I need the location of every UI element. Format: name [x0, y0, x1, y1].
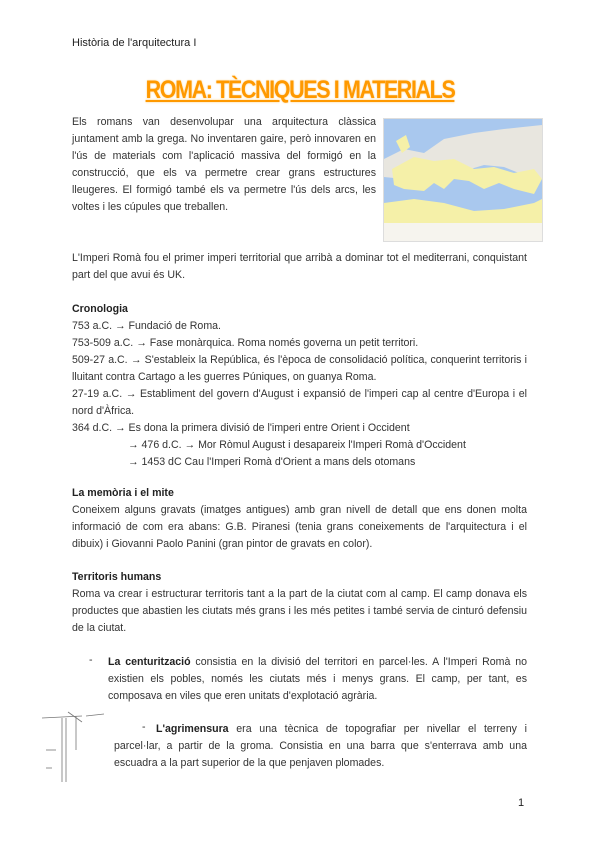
territories-section — [72, 569, 527, 637]
centuriation-item — [108, 654, 527, 705]
chronology-item: 27-19 a.C. → Establiment del govern d'August i expansió de l'imperi cap al centre d'Europa i el nord d'Àfrica. — [72, 388, 527, 417]
page-header: Història de l'arquitectura I — [72, 37, 197, 49]
survey-description: era una tècnica de topografiar per nivellar el terreny i parcel·lar, a partir de la groma. Consistia en una barra que s'enterrava amb una escuadra a la part superior de la que penjaven plomades. — [114, 723, 527, 769]
memory-heading: La memòria i el mite — [72, 487, 174, 499]
bullet-marker: - — [142, 721, 146, 733]
chronology-heading: Cronologia — [72, 303, 128, 315]
chronology-subitem: → 1453 dC Cau l'Imperi Romà d'Orient a mans dels otomans — [128, 456, 416, 468]
bullet-marker: - — [89, 654, 93, 666]
survey-term: L'agrimensura — [156, 723, 229, 735]
centuriation-term: La centurització — [108, 656, 191, 668]
chronology-item: 364 d.C. → Es dona la primera divisió de l'imperi entre Orient i Occident — [72, 422, 410, 434]
roman-empire-map-image — [383, 118, 543, 242]
document-title: ROMA: TÈCNIQUES I MATERIALS — [145, 76, 455, 104]
chronology-subitem: → 476 d.C. → Mor Ròmul August i desapareix l'Imperi Romà d'Occident — [128, 439, 466, 451]
groma-drawing-image — [42, 710, 112, 782]
memory-section — [72, 485, 527, 553]
chronology-item: 753-509 a.C. → Fase monàrquica. Roma només governa un petit territori. — [72, 337, 419, 349]
page-number: 1 — [518, 797, 525, 809]
chronology-section — [72, 301, 527, 471]
centuriation-description: consistia en la divisió del territori en parcel·les. A l'Imperi Romà no existien els pobles, només les ciutats més i menys grans. El camp, per tant, es composava en viles que eren unitats d'explotació agrària. — [108, 656, 527, 702]
survey-item — [114, 721, 527, 772]
empire-paragraph: L'Imperi Romà fou el primer imperi territorial que arribà a dominar tot el mediterrani, conquistant part del que avui és UK. — [72, 252, 527, 281]
memory-paragraph: Coneixem alguns gravats (imatges antigues) amb gran nivell de detall que ens donen molta informació de com era abans: G.B. Piranesi (tenia grans coneixements de l'arquitectura i el dibuix) i Giovanni Paolo Panini (gran pintor de gravats en color). — [72, 504, 527, 550]
territories-paragraph: Roma va crear i estructurar territoris tant a la part de la ciutat com al camp. El camp donava els productes que abastien les ciutats més grans i les més petites i també servia de cinturó defensiu de la ciutat. — [72, 588, 527, 634]
chronology-item: 509-27 a.C. → S'estableix la República, és l'època de consolidació política, conquerint territoris i lluitant contra Cartago a les guerres Púniques, on guanya Roma. — [72, 354, 527, 383]
territories-heading: Territoris humans — [72, 571, 162, 583]
intro-paragraph: Els romans van desenvolupar una arquitectura clàssica juntament amb la grega. No inventaren gaire, però innovaren en l'ús de materials com l'aplicació massiva del formigó en la construcció, que els va permetre crear grans estructures lleugeres. El formigó també els va permetre l'ús dels arcs, les voltes i les cúpules que treballen. — [72, 116, 376, 213]
chronology-item: 753 a.C. → Fundació de Roma. — [72, 320, 221, 332]
